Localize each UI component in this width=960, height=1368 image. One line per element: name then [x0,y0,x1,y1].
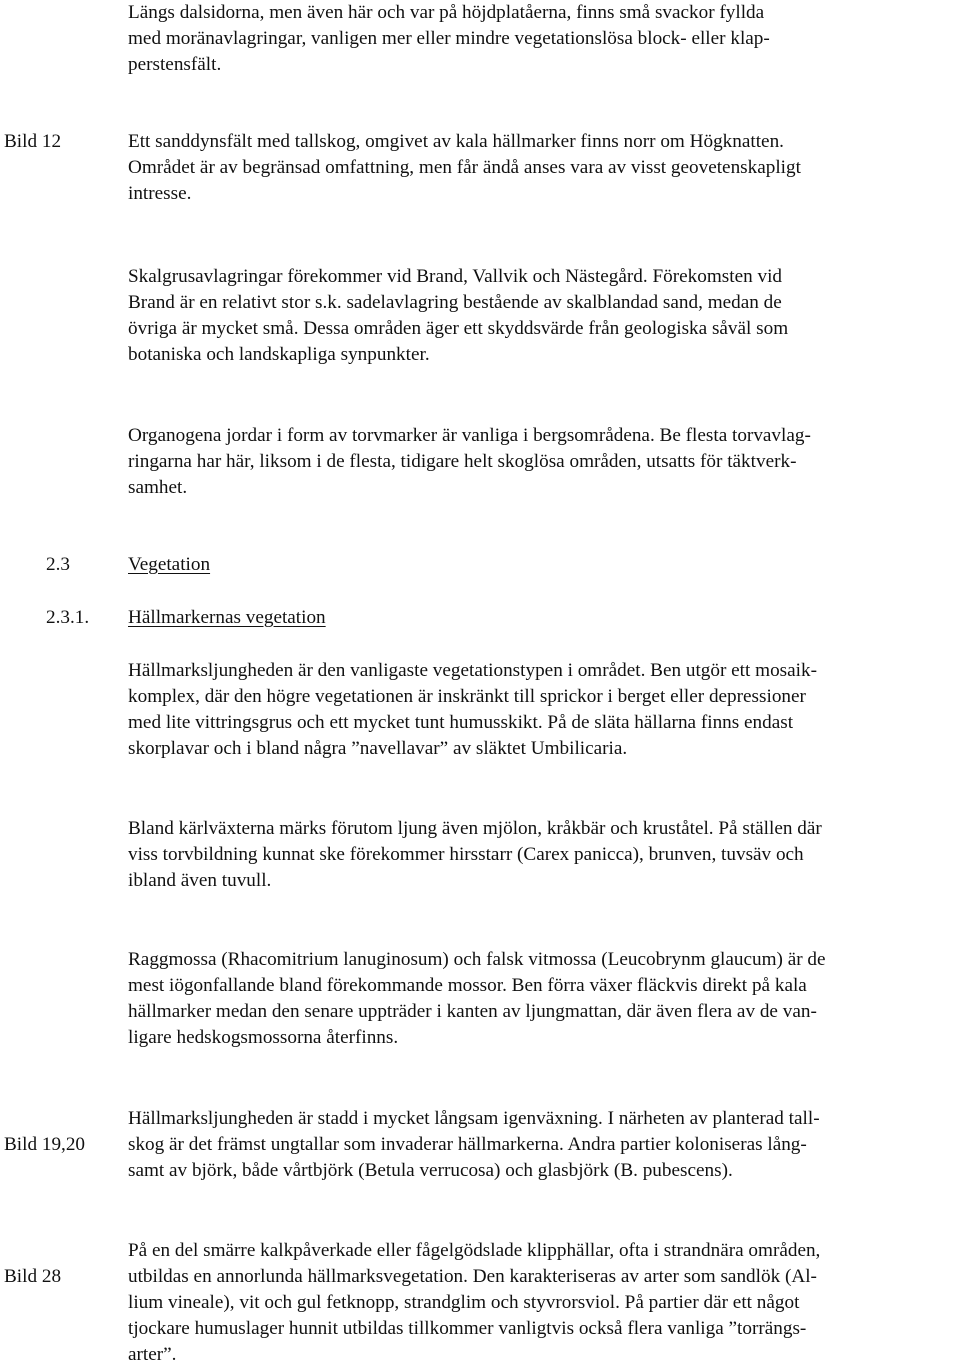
text-line: viss torvbildning kunnat ske förekommer hirsstarr (Carex panicca), brunven, tuvsäv och [128,844,804,865]
section-number-2-3-1: 2.3.1. [46,607,90,628]
paragraph-raggmossa [128,947,956,1051]
text-line: skorplavar och i bland några ”navellavar” av släktet Umbilicaria. [128,738,628,759]
text-line: mest iögonfallande bland förekommande mossor. Ben förra växer fläckvis direkt på kala [128,975,807,996]
text-line: samhet. [128,477,188,498]
text-line: Organogena jordar i form av torvmarker är vanliga i bergsområdena. Be flesta torvavlag- [128,425,811,446]
margin-label-bild-28: Bild 28 [4,1266,62,1287]
paragraph-sanddynsfalt [128,129,956,207]
section-number-2-3: 2.3 [46,554,70,575]
text-line: komplex, där den högre vegetationen är inskränkt till sprickor i berget eller depressioner [128,686,806,707]
text-line: hällmarker medan den senare uppträder i kanten av ljungmattan, där även flera av de van- [128,1001,817,1022]
text-line: ringarna har här, liksom i de flesta, tidigare helt skoglösa områden, utsatts för täktverk- [128,451,797,472]
text-line: På en del smärre kalkpåverkade eller fågelgödslade klipphällar, ofta i strandnära områden, [128,1240,821,1261]
margin-label-bild-12: Bild 12 [4,131,62,152]
text-line: botaniska och landskapliga synpunkter. [128,344,430,365]
text-line: skog är det främst ungtallar som invaderar hällmarkerna. Andra partier koloniseras lång- [128,1134,807,1155]
text-line: lium vineale), vit och gul fetknopp, strandglim och styvrorsviol. På partier där ett något [128,1292,800,1313]
text-line: med lite vittringsgrus och ett mycket tunt humusskikt. På de släta hällarna finns endast [128,712,794,733]
text-line: Ett sanddynsfält med tallskog, omgivet av kala hällmarker finns norr om Högknatten. [128,131,784,152]
paragraph-organogena-jordar [128,423,956,501]
paragraph-skalgrusavlagringar [128,264,956,368]
text-line: utbildas en annorlunda hällmarksvegetation. Den karakteriseras av arter som sandlök (Al- [128,1266,817,1287]
text-line: intresse. [128,183,192,204]
paragraph-hallmarksljungheden [128,658,956,762]
paragraph-karlvaxterna [128,816,956,894]
paragraph-igenvaxning [128,1106,956,1184]
margin-label-bild-19-20: Bild 19,20 [4,1134,86,1155]
text-line: Hällmarksljungheden är stadd i mycket långsam igenväxning. I närheten av planterad tall- [128,1108,820,1129]
text-line: perstensfält. [128,54,222,75]
text-line: Brand är en relativt stor s.k. sadelavlagring bestående av skalblandad sand, medan de [128,292,782,313]
paragraph-kalkpaverkade-klipphallar [128,1238,956,1368]
paragraph-moranavlagringar [128,0,956,78]
text-line: Området är av begränsad omfattning, men får ändå anses vara av visst geovetenskapligt [128,157,801,178]
text-line: med moränavlagringar, vanligen mer eller mindre vegetationslösa block- eller klap- [128,28,770,49]
text-line: Hällmarksljungheden är den vanligaste vegetationstypen i området. Ben utgör ett mosaik- [128,660,817,681]
text-line: Bland kärlväxterna märks förutom ljung även mjölon, kråkbär och kruståtel. På ställen där [128,818,822,839]
section-title-vegetation: Vegetation [128,554,211,575]
text-line: ibland även tuvull. [128,870,272,891]
text-line: Skalgrusavlagringar förekommer vid Brand, Vallvik och Nästegård. Förekomsten vid [128,266,783,287]
text-line: arter”. [128,1344,177,1365]
text-line: övriga är mycket små. Dessa områden äger ett skyddsvärde från geologiska såväl som [128,318,789,339]
text-line: Raggmossa (Rhacomitrium lanuginosum) och falsk vitmossa (Leucobrynm glaucum) är de [128,949,826,970]
section-title-hallmarkernas-vegetation: Hällmarkernas vegetation [128,607,326,628]
text-line: ligare hedskogsmossorna återfinns. [128,1027,399,1048]
text-line: tjockare humuslager hunnit utbildas tillkommer vanligtvis också flera vanliga ”torrängs- [128,1318,807,1339]
text-line: samt av björk, både vårtbjörk (Betula verrucosa) och glasbjörk (B. pubescens). [128,1160,733,1181]
text-line: Längs dalsidorna, men även här och var på höjdplatåerna, finns små svackor fyllda [128,2,765,23]
